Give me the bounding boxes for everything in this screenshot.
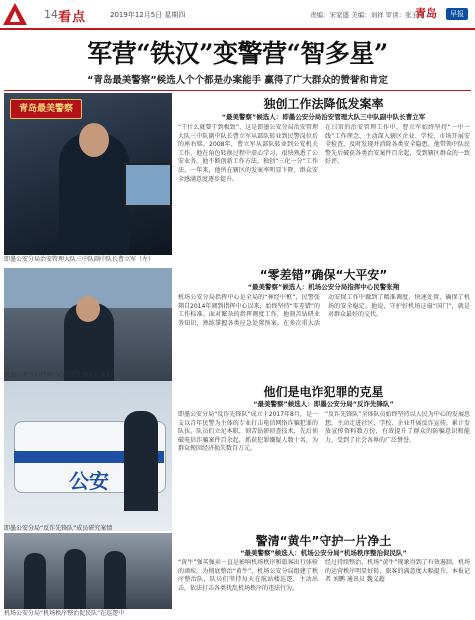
- section-3-title: 他们是电诈犯罪的克星: [263, 385, 384, 399]
- officer-figure: [124, 411, 158, 511]
- photo-police-car: [4, 381, 172, 531]
- officer-figure: [24, 553, 46, 609]
- section-1-subtitle: “最美警察”候选人：即墨公安分局治安管理大队三中队副中队长曹立军: [221, 113, 426, 121]
- caption-4: 机场公安分局“机场秩序整治促民队”在巡逻中: [4, 610, 125, 617]
- officer-face: [79, 123, 109, 157]
- divider: [4, 90, 471, 91]
- section-4-text-a: “黄牛”强买强卖一直是影响机场秩序和旅客出行体验的顽疾。为彻底整治“黄牛”，机场公安分局组建了秩序整治队，队员们坚持每天在航站楼巡逻，主动出击，依法打击各类扰乱机场秩序的违法行为。: [178, 559, 318, 592]
- issue-date: 2019年12月5日 星期四: [110, 11, 186, 19]
- photo-badge-text: 青岛最美警察: [18, 104, 73, 114]
- photo-badge: [10, 99, 82, 119]
- main-headline: 军营“铁汉”变警营“智多星”: [87, 39, 388, 68]
- caption-2: 机场公安分局指挥中心民警张翔正在执勤: [4, 372, 113, 379]
- caption-1: 即墨公安分局治安管理大队三中队副中队长曹立军（左）: [4, 256, 155, 263]
- section-2-text: 机场公安分局指挥中心是全局的“神经中枢”，民警张翔自2014年调到指挥中心以来，始终坚持“零差错”的工作标准。面对繁杂的指挥调度工作，他刻苦钻研业务知识，熟练掌握各类应急处置预案，在多次重大活动安保工作中做到了精准调度、快速处置，确保了机场的安全稳定。他说，守护好机场这扇“国门”，就是对群众最好的交代。: [178, 294, 470, 327]
- police-car-banner: 公安: [69, 469, 109, 493]
- section-3-text-b: “反诈先锋队”全体队员始终坚持以人民为中心的发展思想，主动走进社区、学校、企业开展反诈宣传，累计发放宣传资料数万份，有效提升了群众的防骗意识和能力，受到了社会各界的广泛赞誉。: [325, 411, 470, 444]
- section-4-subtitle: “最美警察”候选人：机场公安分局“机场秩序整治促民队”: [240, 549, 407, 557]
- photo-cao-lijun: [4, 93, 172, 255]
- section-4-title: 警清“黄牛”守护一片净土: [255, 534, 392, 548]
- photo-patrol-team: [4, 533, 172, 609]
- caption-3: 即墨公安分局“反诈先锋队”成员研究案情: [4, 525, 113, 532]
- officer-figure: [64, 549, 86, 609]
- brand-name: 青岛: [415, 7, 437, 20]
- section-1-text-a: “干什么就要干到极致”，这是即墨公安分局治安管理大队三中队副中队长曹立军从部队转业到民警岗位后的座右铭。2008年，曹立军从部队转业到公安机关工作，他在角色转换过程中虚心学习，很快熟悉了公安业务。他不断创新工作方法，独创“三化一分”工作法，一年来，他所在辖区的发案率明显下降，群众安全感满意度逐步提升。: [178, 124, 318, 183]
- section-1-text-b: 在日常的治安管理工作中，曹立军始终坚持“一中一线”工作理念，主动深入辖区企业、学校、市场开展安全检查，及时发现并消除各类安全隐患。他带领中队民警先后破获各类治安案件百余起，受到辖区群众的一致好评。: [325, 124, 470, 166]
- page-number: 14: [44, 8, 58, 21]
- section-2-title: “零差错”确保“大平安”: [259, 268, 388, 282]
- sub-headline: “青岛最美警察”候选人个个都是办案能手 赢得了广大群众的赞誉和肯定: [87, 75, 388, 86]
- section-4-text-b: 经过持续整治，机场“黄牛”现象得到了有效遏制，机场的运营秩序明显好转，旅客的满意度大幅提升。本报记者 刘鹏 通讯员 魏义超: [325, 559, 470, 584]
- newspaper-logo-icon: [2, 2, 28, 26]
- officer-face: [76, 296, 100, 322]
- photo-zhang-xiang: [4, 268, 172, 381]
- section-1-title: 独创工作法降低发案率: [263, 97, 384, 111]
- editors-line: 责编：宋家盛 美编：刘祥 审读：张玉明: [310, 11, 425, 19]
- section-3-text-a: 即墨公安分局“反诈先锋队”成立于2017年8月，是一支以青年民警为主体的专业打击电信网络诈骗犯罪的队伍。队员们立足本职，刻苦钻研侦查技术，先后侦破电信诈骗案件百余起，抓获犯罪嫌疑人数十名，为群众挽回经济损失数百万元。: [178, 411, 318, 453]
- brand-badge: 早报: [446, 8, 468, 20]
- officer-figure: [104, 551, 126, 609]
- section-3-subtitle: “最美警察”候选人：即墨公安分局“反诈先锋队”: [253, 400, 394, 408]
- section-name: 看点: [58, 10, 87, 25]
- computer-screen: [124, 163, 172, 207]
- section-2-subtitle: “最美警察”候选人：机场公安分局指挥中心民警张翔: [247, 283, 400, 291]
